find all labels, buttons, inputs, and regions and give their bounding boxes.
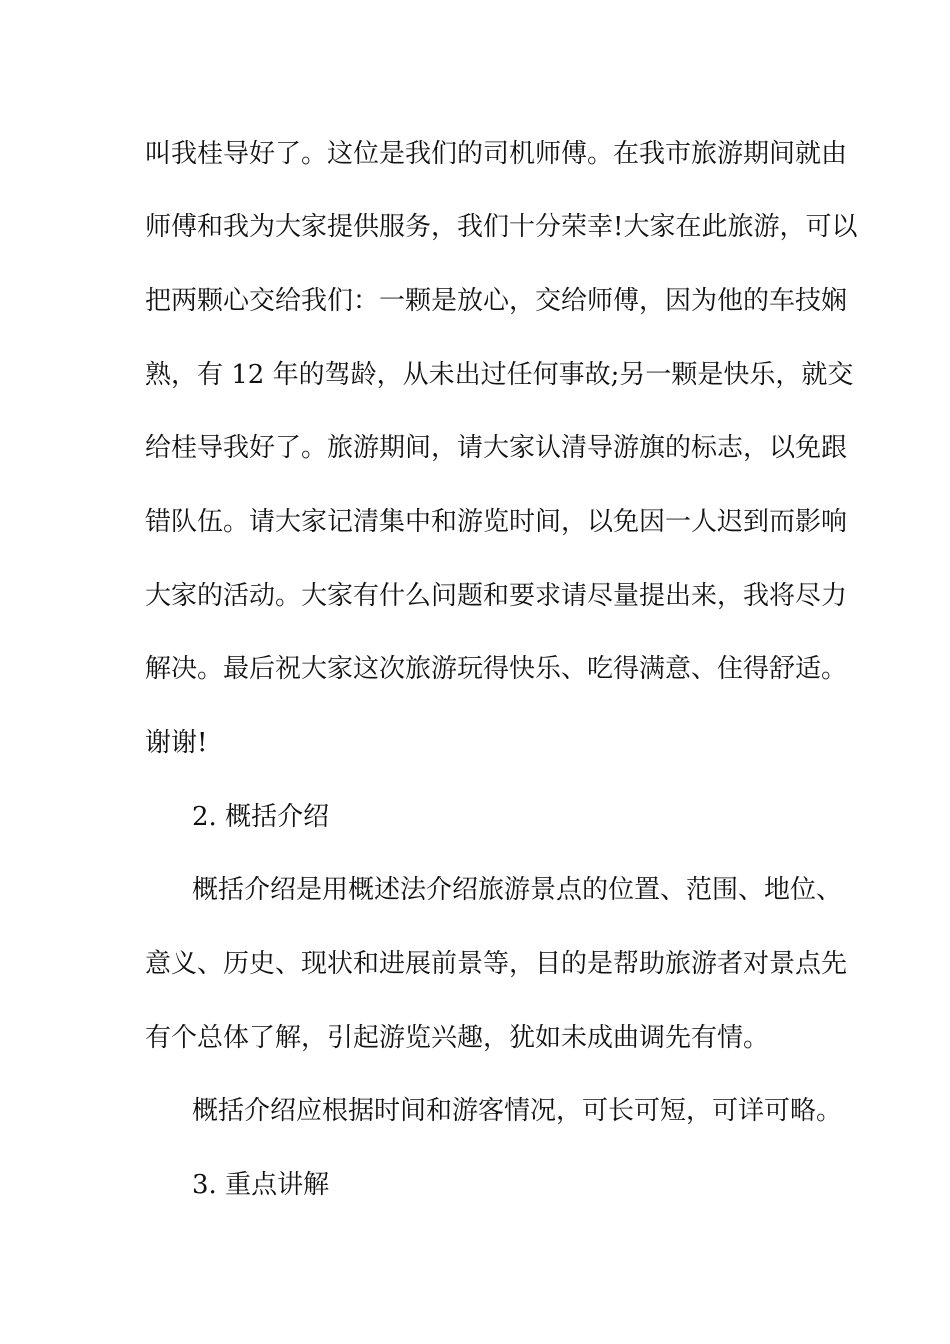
- paragraph-line: 熟，有 12 年的驾龄，从未出过任何事故;另一颗是快乐，就交: [145, 360, 854, 390]
- paragraph-line: 大家的活动。大家有什么问题和要求请尽量提出来，我将尽力: [145, 581, 848, 611]
- section-heading: 3. 重点讲解: [192, 1170, 330, 1200]
- paragraph-line: 解决。最后祝大家这次旅游玩得快乐、吃得满意、住得舒适。: [145, 654, 848, 684]
- paragraph-line: 有个总体了解，引起游览兴趣，犹如未成曲调先有情。: [145, 1023, 770, 1053]
- paragraph-line: 叫我桂导好了。这位是我们的司机师傅。在我市旅游期间就由: [145, 139, 848, 169]
- paragraph-line: 把两颗心交给我们：一颗是放心，交给师傅，因为他的车技娴: [145, 286, 848, 316]
- paragraph-line: 错队伍。请大家记清集中和游览时间，以免因一人迟到而影响: [145, 507, 848, 537]
- paragraph-line: 概括介绍是用概述法介绍旅游景点的位置、范围、地位、: [192, 875, 843, 905]
- paragraph-line: 意义、历史、现状和进展前景等，目的是帮助旅游者对景点先: [145, 949, 848, 979]
- paragraph-line: 概括介绍应根据时间和游客情况，可长可短，可详可略。: [192, 1096, 843, 1126]
- paragraph-line: 谢谢!: [145, 728, 208, 758]
- paragraph-line: 师傅和我为大家提供服务，我们十分荣幸!大家在此旅游，可以: [145, 212, 858, 242]
- section-heading: 2. 概括介绍: [192, 802, 330, 832]
- paragraph-line: 给桂导我好了。旅游期间，请大家认清导游旗的标志，以免跟: [145, 433, 848, 463]
